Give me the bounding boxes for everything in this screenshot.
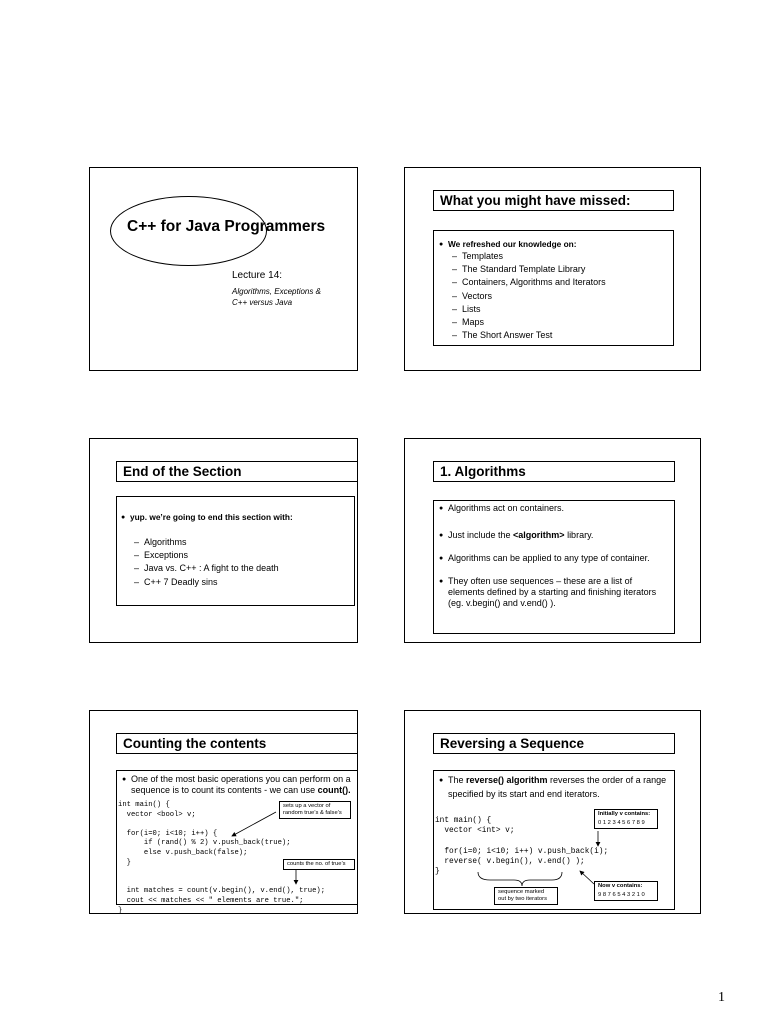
list-item: – Containers, Algorithms and Iterators (452, 276, 606, 289)
recap-bullet-text: We refreshed our knowledge on: (448, 239, 577, 249)
list-item: – Templates (452, 250, 606, 263)
algo-bullet-1: ● Algorithms act on containers. (439, 503, 565, 513)
slide3-title: End of the Section (116, 461, 358, 482)
recap-bullet (439, 239, 577, 250)
bullet-icon: ● (122, 776, 127, 783)
note-sequence-marked: sequence marked out by two iterators (494, 887, 558, 905)
section-bullet-text: yup. we’re going to end this section with: (130, 512, 293, 522)
slide-recap (404, 167, 701, 371)
slide5-title: Counting the contents (116, 733, 358, 754)
slide3-content (116, 496, 355, 606)
reverse-code: int main() { vector <int> v; for(i=0; i<10; i++) v.push_back(i); reverse( v.begin(), v.end() ); } (435, 817, 609, 877)
recap-list (452, 250, 606, 342)
slide4-title: 1. Algorithms (433, 461, 675, 482)
list-item: – Algorithms (134, 536, 279, 549)
bullet-icon: ● (439, 578, 444, 585)
note-vector-setup: sets up a vector of random true’s & false’s (279, 801, 351, 819)
count-bullet: ● One of the most basic operations you can perform on a sequence is to count its contents - we can use count(). (122, 774, 351, 795)
algo-bullet-4: ● They often use sequences – these are a list of elements defined by a starting and finishing iterators (eg. v.begin() and v.end() ). (439, 576, 657, 608)
slide5-content (116, 770, 358, 915)
list-item: – Lists (452, 303, 606, 316)
note-now-contents: Now v contains: 9 8 7 6 5 4 3 2 1 0 (594, 881, 658, 901)
bullet-icon: ● (439, 532, 444, 539)
list-item: – Vectors (452, 290, 606, 303)
bullet-icon: ● (439, 777, 444, 784)
algo-bullet-2: ● Just include the <algorithm> library. (439, 530, 594, 540)
slide-counting (89, 710, 358, 914)
slide6-title: Reversing a Sequence (433, 733, 675, 754)
slide-reversing (404, 710, 701, 914)
list-item: – C++ 7 Deadly sins (134, 576, 279, 589)
count-code: int main() { vector <bool> v; for(i=0; i<10; i++) { if (rand() % 2) v.push_back(true); else v.push_back(false); } int matches = count(v.begin(), v.end(), true); cout << matches << " elements are true."; } (118, 801, 326, 915)
slide2-content (433, 230, 674, 346)
list-item: – Java vs. C++ : A fight to the death (134, 562, 279, 575)
reverse-bullet: ● The reverse() algorithm reverses the order of a range specified by its start and end iterators. (439, 775, 667, 799)
note-initial-contents: Initially v contains: 0 1 2 3 4 5 6 7 8 9 (594, 809, 658, 829)
bullet-icon: ● (121, 514, 126, 521)
bullet-icon: ● (439, 555, 444, 562)
list-item: – The Standard Template Library (452, 263, 606, 276)
slide4-content (433, 500, 675, 634)
bullet-icon: ● (439, 241, 444, 248)
slide-title (89, 167, 358, 371)
slide1-title: C++ for Java Programmers (127, 218, 326, 235)
list-item: – The Short Answer Test (452, 329, 606, 342)
section-list (134, 536, 279, 589)
list-item: – Exceptions (134, 549, 279, 562)
page-number: 1 (718, 990, 725, 1005)
lecture-number: Lecture 14: (232, 270, 283, 281)
section-bullet (121, 512, 293, 523)
list-item: – Maps (452, 316, 606, 329)
slide-algorithms (404, 438, 701, 643)
slide-end-of-section (89, 438, 358, 643)
slide6-content (433, 770, 675, 910)
bullet-icon: ● (439, 505, 444, 512)
slide2-title: What you might have missed: (433, 190, 674, 211)
lecture-subtitle-1: Algorithms, Exceptions & (232, 287, 321, 296)
algo-bullet-3: ● Algorithms can be applied to any type of container. (439, 553, 650, 563)
note-count-trues: counts the no. of true’s (283, 859, 355, 870)
lecture-subtitle-2: C++ versus Java (232, 298, 293, 307)
